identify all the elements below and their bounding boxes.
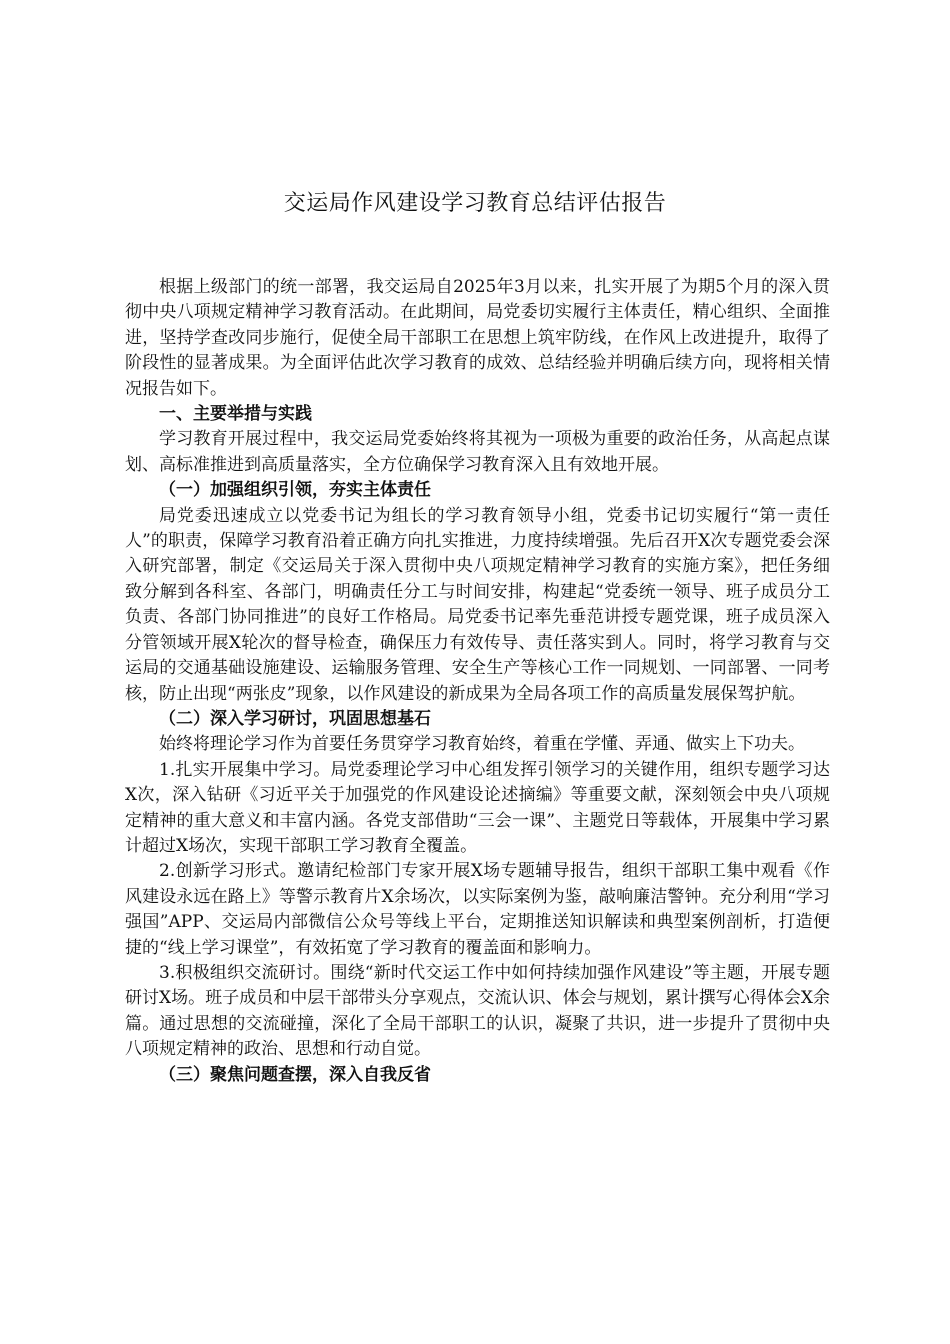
document-title: 交运局作风建设学习教育总结评估报告 [283,191,667,216]
list-item: 1.扎实开展集中学习。局党委理论学习中心组发挥引领学习的关键作用，组织专题学习达X次，深入钻研《习近平关于加强党的作风建设论述摘编》等重要文献，深刻领会中央八项规定精神的重大意义和丰富内涵。各党支部借助“三会一课”、主题党日等载体，开展集中学习累计超过X场次，实现干部职工学习教育全覆盖。 [125,759,830,856]
subsection-heading-1: （一）加强组织引领，夯实主体责任 [159,480,431,501]
subsection-1-paragraph: 局党委迅速成立以党委书记为组长的学习教育领导小组，党委书记切实履行“第一责任人”的职责，保障学习教育沿着正确方向扎实推进，力度持续增强。先后召开X次专题党委会深入研究部署，制定《交运局关于深入贯彻中央八项规定精神学习教育的实施方案》，把任务细致分解到各科室、各部门，明确责任分工与时间安排，构建起“党委统一领导、班子成员分工负责、各部门协同推进”的良好工作格局。局党委书记率先垂范讲授专题党课，班子成员深入分管领域开展X轮次的督导检查，确保压力有效传导、责任落实到人。同时，将学习教育与交运局的交通基础设施建设、运输服务管理、安全生产等核心工作一同规划、一同部署、一同考核，防止出现“两张皮”现象，以作风建设的新成果为全局各项工作的高质量发展保驾护航。 [125,505,830,704]
intro-paragraph: 根据上级部门的统一部署，我交运局自2025年3月以来，扎实开展了为期5个月的深入贯彻中央八项规定精神学习教育活动。在此期间，局党委切实履行主体责任，精心组织、全面推进，坚持学查改同步施行，促使全局干部职工在思想上筑牢防线，在作风上改进提升，取得了阶段性的显著成果。为全面评估此次学习教育的成效、总结经验并明确后续方向，现将相关情况报告如下。 [125,277,830,399]
subsection-heading-2: （二）深入学习研讨，巩固思想基石 [159,708,431,729]
section-heading-1: 一、主要举措与实践 [159,404,312,425]
document-body [125,275,830,1088]
section-1-intro: 学习教育开展过程中，我交运局党委始终将其视为一项极为重要的政治任务，从高起点谋划、高标准推进到高质量落实，全方位确保学习教育深入且有效地开展。 [125,429,830,475]
subsection-heading-3: （三）聚焦问题查摆，深入自我反省 [159,1064,431,1085]
subsection-2-intro: 始终将理论学习作为首要任务贯穿学习教育始终，着重在学懂、弄通、做实上下功夫。 [159,734,805,755]
list-item: 3.积极组织交流研讨。围绕“新时代交运工作中如何持续加强作风建设”等主题，开展专题研讨X场。班子成员和中层干部带头分享观点，交流认识、体会与规划，累计撰写心得体会X余篇。通过思想的交流碰撞，深化了全局干部职工的认识，凝聚了共识，进一步提升了贯彻中央八项规定精神的政治、思想和行动自觉。 [125,962,830,1060]
list-item: 2.创新学习形式。邀请纪检部门专家开展X场专题辅导报告，组织干部职工集中观看《作风建设永远在路上》等警示教育片X余场次，以实际案例为鉴，敲响廉洁警钟。充分利用“学习强国”APP、交运局内部微信公众号等线上平台，定期推送知识解读和典型案例剖析，打造便捷的“线上学习课堂”，有效拓宽了学习教育的覆盖面和影响力。 [125,861,830,958]
